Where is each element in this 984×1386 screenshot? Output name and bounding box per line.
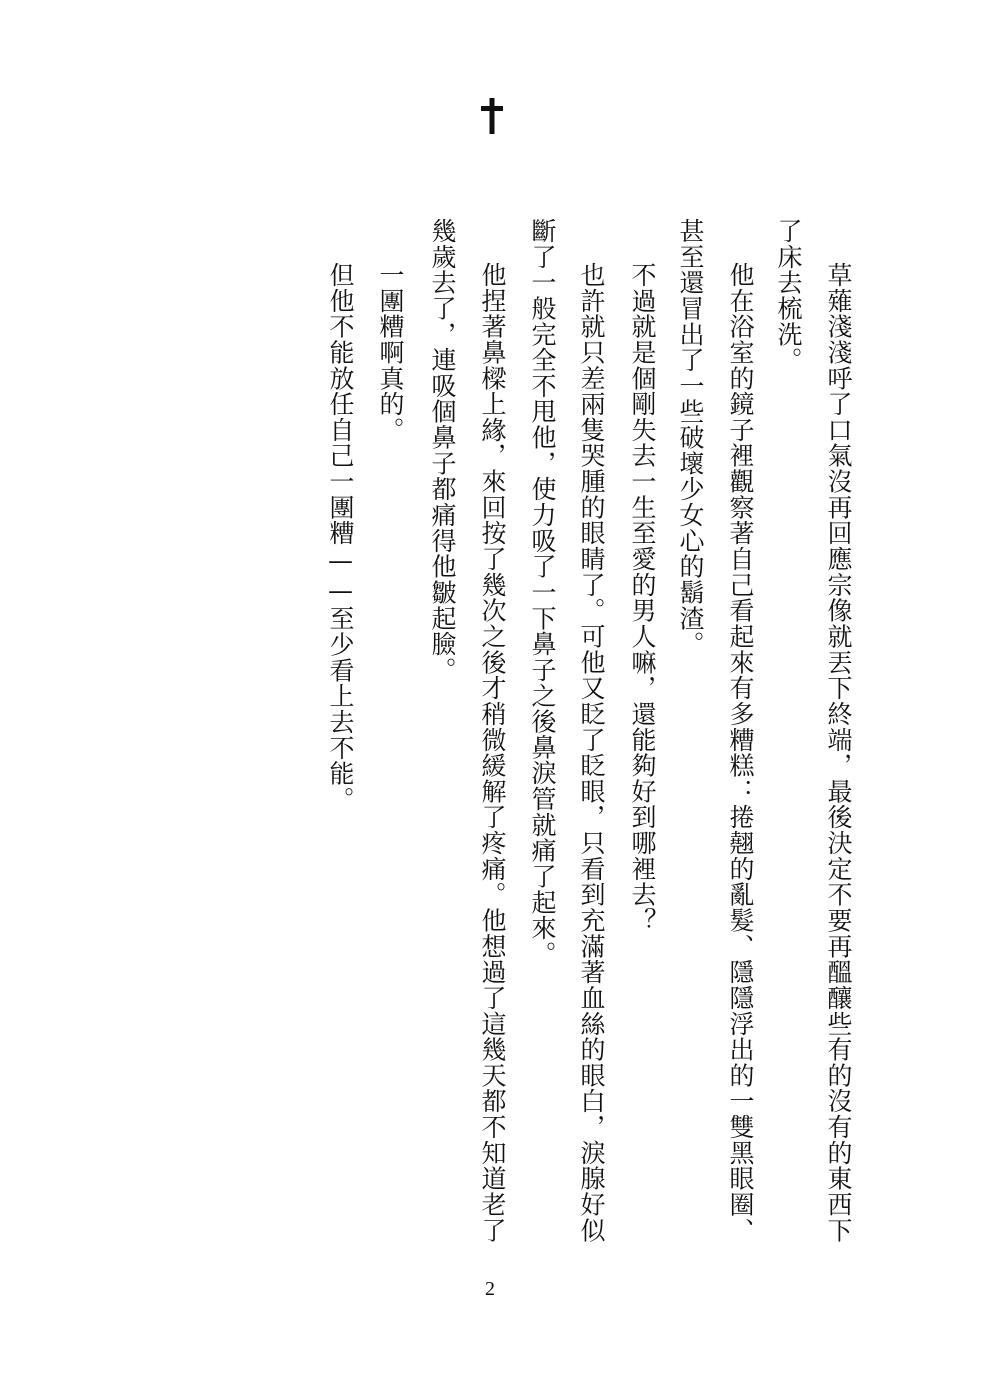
- text-column-8: 他捏著鼻樑上緣，來回按了幾次之後才稍微緩解了疼痛。他想過了這幾天都不知道老了: [478, 262, 507, 1244]
- text-column-10: 一團糟啊真的。: [376, 262, 405, 443]
- text-column-9: 幾歲去了，連吸個鼻子都痛得他皺起臉。: [428, 218, 457, 683]
- text-column-5: 不過就是個剛失去一生至愛的男人嘛，還能夠好到哪裡去？: [628, 262, 657, 934]
- text-column-6: 也許就只差兩隻哭腫的眼睛了。可他又眨了眨眼，只看到充滿著血絲的眼白，淚腺好似: [577, 262, 606, 1244]
- text-column-4: 甚至還冒出了一些破壞少女心的鬍渣。: [676, 218, 705, 657]
- page-number: 2: [485, 1278, 495, 1300]
- text-column-7: 斷了一般完全不甩他，使力吸了一下鼻子之後鼻淚管就痛了起來。: [528, 218, 557, 967]
- text-column-3: 他在浴室的鏡子裡觀察著自己看起來有多糟糕：捲翹的亂髮、隱隱浮出的一雙黑眼圈、: [726, 262, 755, 1244]
- text-column-2: 了床去梳洗。: [774, 218, 803, 373]
- text-column-11: 但他不能放任自己一團糟——至少看上去不能。: [326, 262, 355, 813]
- dagger-cross-icon: [477, 98, 507, 134]
- text-column-1: 草薙淺淺呼了口氣沒再回應宗像就丟下終端，最後決定不要再醞釀些有的沒有的東西下: [824, 262, 853, 1244]
